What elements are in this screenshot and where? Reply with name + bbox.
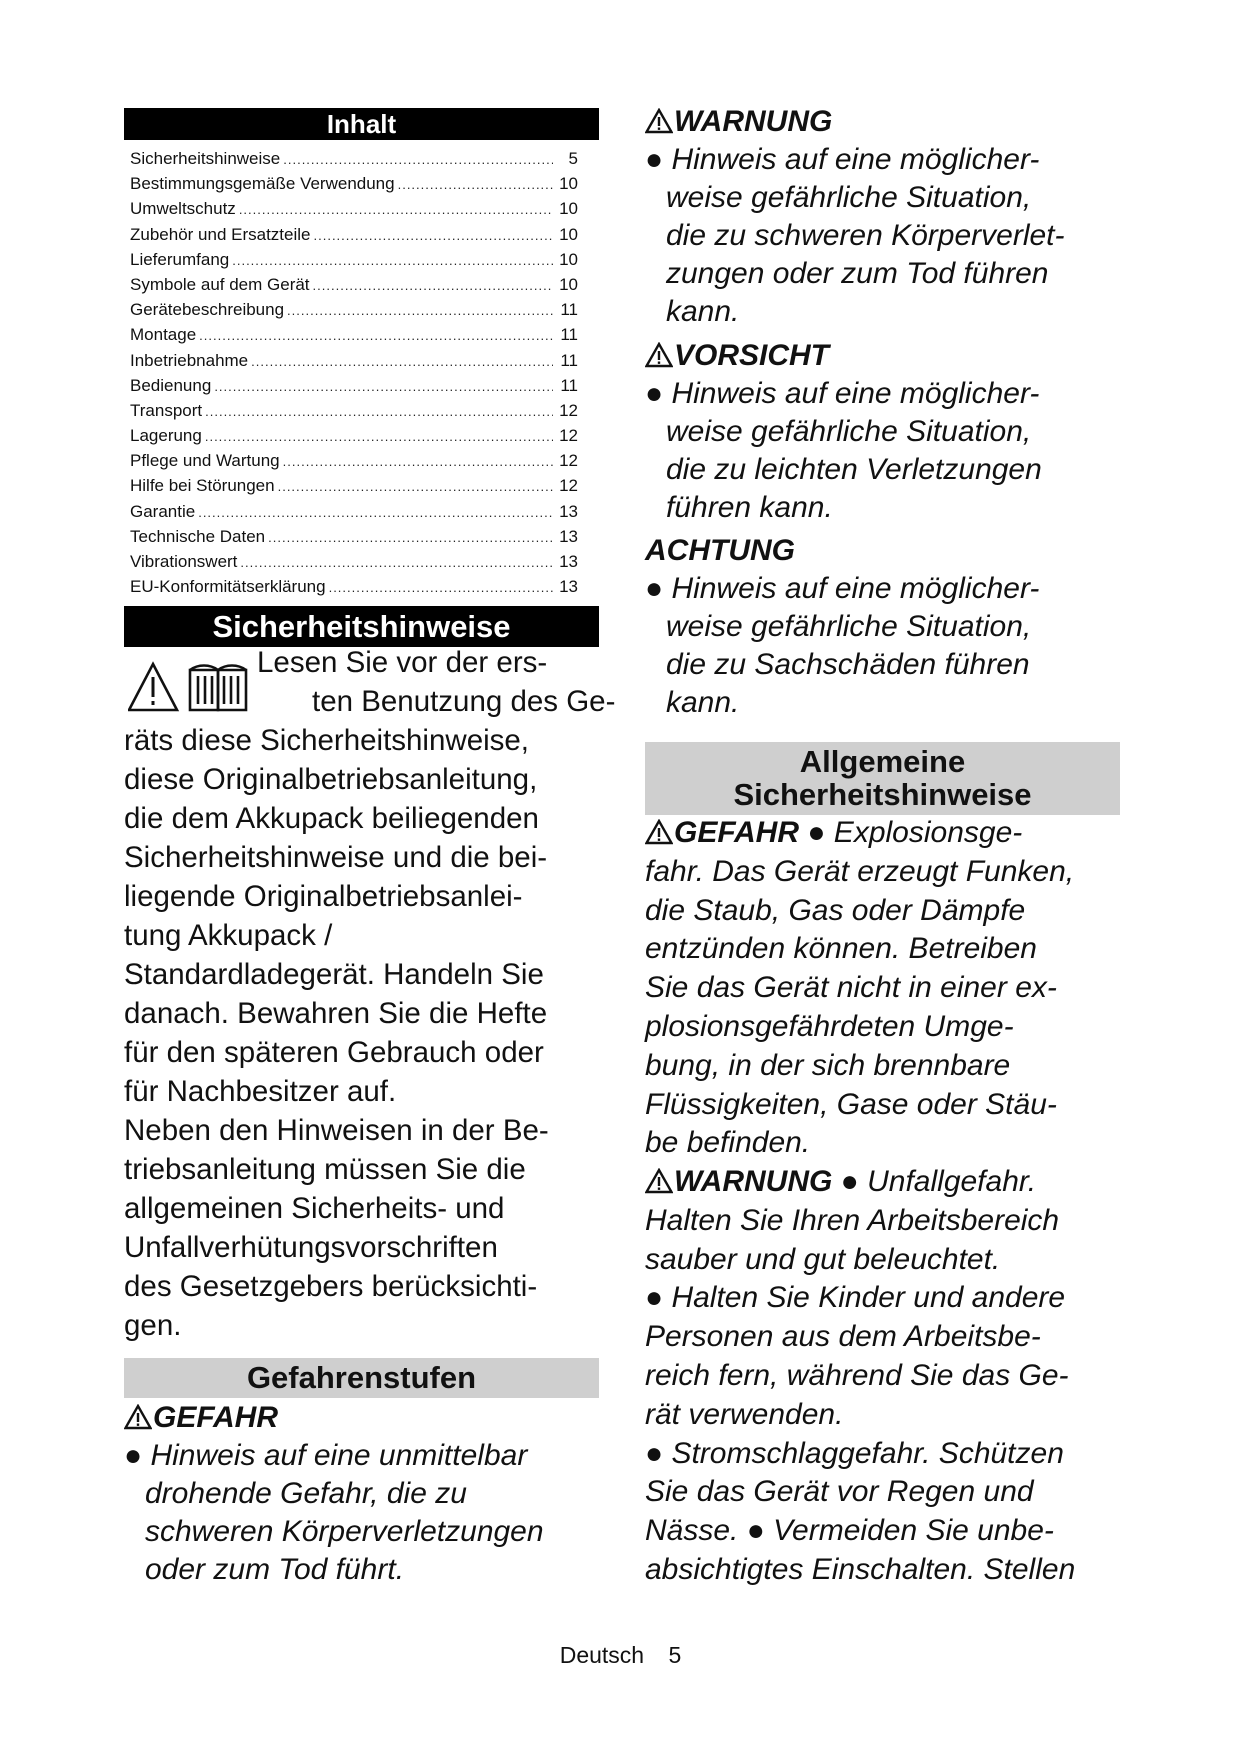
toc-item-page: 12 xyxy=(559,476,578,496)
text-line: Neben den Hinweisen in der Be- xyxy=(124,1114,549,1147)
toc-leader-dots xyxy=(313,273,553,298)
text-line: diese Originalbetriebsanleitung, xyxy=(124,763,538,796)
toc-item-page: 11 xyxy=(560,375,578,395)
text-line: ten Benutzung des Ge- xyxy=(312,685,616,718)
toc-item xyxy=(130,297,578,322)
toc-item-page: 13 xyxy=(559,501,578,521)
text-line: Sie das Gerät vor Regen und xyxy=(645,1475,1034,1509)
warning-triangle-icon xyxy=(645,1168,673,1194)
toc-item xyxy=(130,448,578,473)
toc-item xyxy=(130,499,578,524)
text-line: oder zum Tod führt. xyxy=(145,1553,405,1586)
text-line: ● Hinweis auf eine möglicher- xyxy=(645,572,1040,605)
text-line: gen. xyxy=(124,1309,182,1342)
toc-item xyxy=(130,373,578,398)
toc-item xyxy=(130,348,578,373)
toc-leader-dots xyxy=(314,223,554,248)
text-fragment: ● Unfallgefahr. xyxy=(832,1165,1037,1198)
toc-leader-dots xyxy=(232,248,553,273)
toc-item-label: Montage xyxy=(130,325,197,345)
text-line: Nässe. ● Vermeiden Sie unbe- xyxy=(645,1514,1054,1548)
general-warnung xyxy=(645,1163,1075,1590)
toc-title: Inhalt xyxy=(124,108,599,140)
toc-item-page: 11 xyxy=(560,325,578,345)
text-line: allgemeinen Sicherheits- und xyxy=(124,1192,505,1225)
text-line: tung Akkupack / xyxy=(124,919,333,952)
toc-item-label: Gerätebeschreibung xyxy=(130,300,285,320)
section-title-general xyxy=(645,742,1120,815)
toc-leader-dots xyxy=(251,349,553,374)
text-line: Personen aus dem Arbeitsbe- xyxy=(645,1320,1041,1354)
text-line: schweren Körperverletzungen xyxy=(145,1515,544,1548)
toc-leader-dots xyxy=(214,374,553,399)
text-line: rät verwenden. xyxy=(645,1397,844,1431)
toc-item xyxy=(130,171,578,196)
toc-leader-dots xyxy=(329,575,553,600)
toc-item xyxy=(130,196,578,221)
text-line: kann. xyxy=(666,686,740,719)
toc-item-page: 5 xyxy=(568,149,578,168)
text-line: sauber und gut beleuchtet. xyxy=(645,1242,1001,1276)
toc-leader-dots xyxy=(283,147,553,172)
text-line: reich fern, während Sie das Ge- xyxy=(645,1358,1069,1392)
toc-leader-dots xyxy=(205,399,553,424)
toc-item-page: 12 xyxy=(559,426,578,446)
level-warnung xyxy=(645,103,1065,331)
text-line: ● Hinweis auf eine möglicher- xyxy=(645,377,1040,410)
level-label: GEFAHR xyxy=(674,816,800,849)
safety-intro-paragraph xyxy=(124,643,616,1345)
page-footer xyxy=(0,1642,1241,1669)
warning-triangle-icon xyxy=(124,1404,152,1430)
toc-item-label: Technische Daten xyxy=(130,526,266,546)
text-line: Unfallverhütungsvorschriften xyxy=(124,1231,498,1264)
toc-item-page: 13 xyxy=(559,526,578,546)
toc-item-page: 12 xyxy=(559,451,578,471)
text-line: des Gesetzgebers berücksichti- xyxy=(124,1270,538,1303)
warning-triangle-icon xyxy=(645,108,673,134)
toc-leader-dots xyxy=(268,525,553,550)
toc-leader-dots xyxy=(283,449,553,474)
text-line: für den späteren Gebrauch oder xyxy=(124,1036,544,1069)
toc-item-label: Umweltschutz xyxy=(130,199,236,219)
toc-item xyxy=(130,549,578,574)
text-line: drohende Gefahr, die zu xyxy=(145,1477,467,1510)
text-line: die zu Sachschäden führen xyxy=(666,648,1030,681)
text-line: ● Stromschlaggefahr. Schützen xyxy=(645,1436,1064,1470)
general-gefahr xyxy=(645,814,1074,1163)
level-vorsicht xyxy=(645,337,1042,527)
toc-item xyxy=(130,222,578,247)
toc-leader-dots xyxy=(278,474,553,499)
text-line: die zu schweren Körperverlet- xyxy=(666,219,1065,252)
toc-leader-dots xyxy=(398,172,553,197)
text-line: triebsanleitung müssen Sie die xyxy=(124,1153,526,1186)
toc-leader-dots xyxy=(198,500,553,525)
text-line: bung, in der sich brennbare xyxy=(645,1048,1011,1082)
section-title-levels: Gefahrenstufen xyxy=(124,1358,599,1398)
toc-leader-dots xyxy=(199,323,553,348)
text-line: für Nachbesitzer auf. xyxy=(124,1075,397,1108)
level-label: WARNUNG xyxy=(674,105,833,138)
toc-leader-dots xyxy=(205,424,553,449)
toc-item-page: 13 xyxy=(559,577,578,597)
text-line: liegende Originalbetriebsanlei- xyxy=(124,880,523,913)
text-line: räts diese Sicherheitshinweise, xyxy=(124,724,530,757)
text-line: ● Hinweis auf eine unmittelbar xyxy=(124,1439,528,1472)
text-line: absichtigtes Einschalten. Stellen xyxy=(645,1552,1076,1586)
toc-leader-dots xyxy=(287,298,553,323)
toc-item-page: 11 xyxy=(560,350,578,370)
text-line: kann. xyxy=(666,295,740,328)
text-line: Sie das Gerät nicht in einer ex- xyxy=(645,971,1057,1005)
text-fragment: ● Explosionsge- xyxy=(799,816,1023,849)
level-achtung xyxy=(645,532,1039,722)
toc-item-page: 13 xyxy=(559,552,578,571)
toc-item-page: 10 xyxy=(559,174,578,194)
toc-item-label: Lagerung xyxy=(130,426,202,446)
level-gefahr xyxy=(124,1399,544,1589)
toc-item-page: 10 xyxy=(559,224,578,244)
toc-item xyxy=(130,322,578,347)
toc-item xyxy=(130,247,578,272)
level-label: VORSICHT xyxy=(674,339,830,372)
toc-item-page: 11 xyxy=(560,300,578,320)
text-line: zungen oder zum Tod führen xyxy=(666,257,1049,290)
toc-item-label: Garantie xyxy=(130,501,196,521)
text-line: Standardladegerät. Handeln Sie xyxy=(124,958,544,991)
toc-list xyxy=(130,146,578,599)
level-label: GEFAHR xyxy=(153,1401,279,1434)
warning-triangle-icon xyxy=(645,819,673,845)
text-line: plosionsgefährdeten Umge- xyxy=(645,1009,1014,1043)
toc-item-label: Lieferumfang xyxy=(130,249,230,269)
toc-item-label: Symbole auf dem Gerät xyxy=(130,274,310,294)
toc-item-label: Hilfe bei Störungen xyxy=(130,476,275,496)
toc-item-page: 12 xyxy=(559,400,578,420)
toc-item-label: Pflege und Wartung xyxy=(130,451,280,471)
toc-item-page: 10 xyxy=(559,274,578,294)
text-line: Halten Sie Ihren Arbeitsbereich xyxy=(645,1203,1060,1237)
text-line: Sicherheitshinweise und die bei- xyxy=(124,841,548,874)
text-line: Lesen Sie vor der ers- xyxy=(257,646,548,679)
toc-item-page: 10 xyxy=(559,199,578,219)
section-title-line: Sicherheitshinweise xyxy=(733,777,1032,812)
text-line: führen kann. xyxy=(666,491,833,524)
toc-item-label: Vibrationswert xyxy=(130,552,238,571)
level-label: ACHTUNG xyxy=(645,534,795,567)
toc-item xyxy=(130,473,578,498)
section-title-line: Allgemeine xyxy=(799,744,966,779)
toc-item-label: Sicherheitshinweise xyxy=(130,149,281,168)
toc-item xyxy=(130,524,578,549)
toc-item xyxy=(130,146,578,171)
text-line: ● Halten Sie Kinder und andere xyxy=(645,1281,1066,1315)
toc-item-page: 10 xyxy=(559,249,578,269)
text-line: entzünden können. Betreiben xyxy=(645,932,1037,966)
toc-leader-dots xyxy=(240,550,553,575)
level-label: WARNUNG xyxy=(674,1165,833,1198)
text-line: be befinden. xyxy=(645,1126,811,1160)
text-line: die Staub, Gas oder Dämpfe xyxy=(645,893,1026,927)
toc-leader-dots xyxy=(239,197,553,222)
text-line: fahr. Das Gerät erzeugt Funken, xyxy=(645,854,1075,888)
text-line: Flüssigkeiten, Gase oder Stäu- xyxy=(645,1087,1057,1121)
toc-item-label: Zubehör und Ersatzteile xyxy=(130,224,311,244)
toc-item xyxy=(130,423,578,448)
text-line: die dem Akkupack beiliegenden xyxy=(124,802,539,835)
text-line: weise gefährliche Situation, xyxy=(666,610,1032,643)
toc-item-label: Bedienung xyxy=(130,375,212,395)
toc-item-label: Bestimmungsgemäße Verwendung xyxy=(130,174,395,194)
text-line: weise gefährliche Situation, xyxy=(666,181,1032,214)
warning-triangle-icon xyxy=(645,342,673,368)
footer-language: Deutsch xyxy=(559,1642,645,1668)
text-line: die zu leichten Verletzungen xyxy=(666,453,1042,486)
section-title-safety: Sicherheitshinweise xyxy=(124,606,599,647)
page-number: 5 xyxy=(668,1642,682,1668)
toc-item xyxy=(130,272,578,297)
text-line: danach. Bewahren Sie die Hefte xyxy=(124,997,548,1030)
toc-item-label: EU-Konformitätserklärung xyxy=(130,577,326,597)
text-line: weise gefährliche Situation, xyxy=(666,415,1032,448)
toc-item xyxy=(130,574,578,599)
toc-item-label: Inbetriebnahme xyxy=(130,350,249,370)
toc-item xyxy=(130,398,578,423)
text-line: ● Hinweis auf eine möglicher- xyxy=(645,143,1040,176)
toc-item-label: Transport xyxy=(130,400,203,420)
